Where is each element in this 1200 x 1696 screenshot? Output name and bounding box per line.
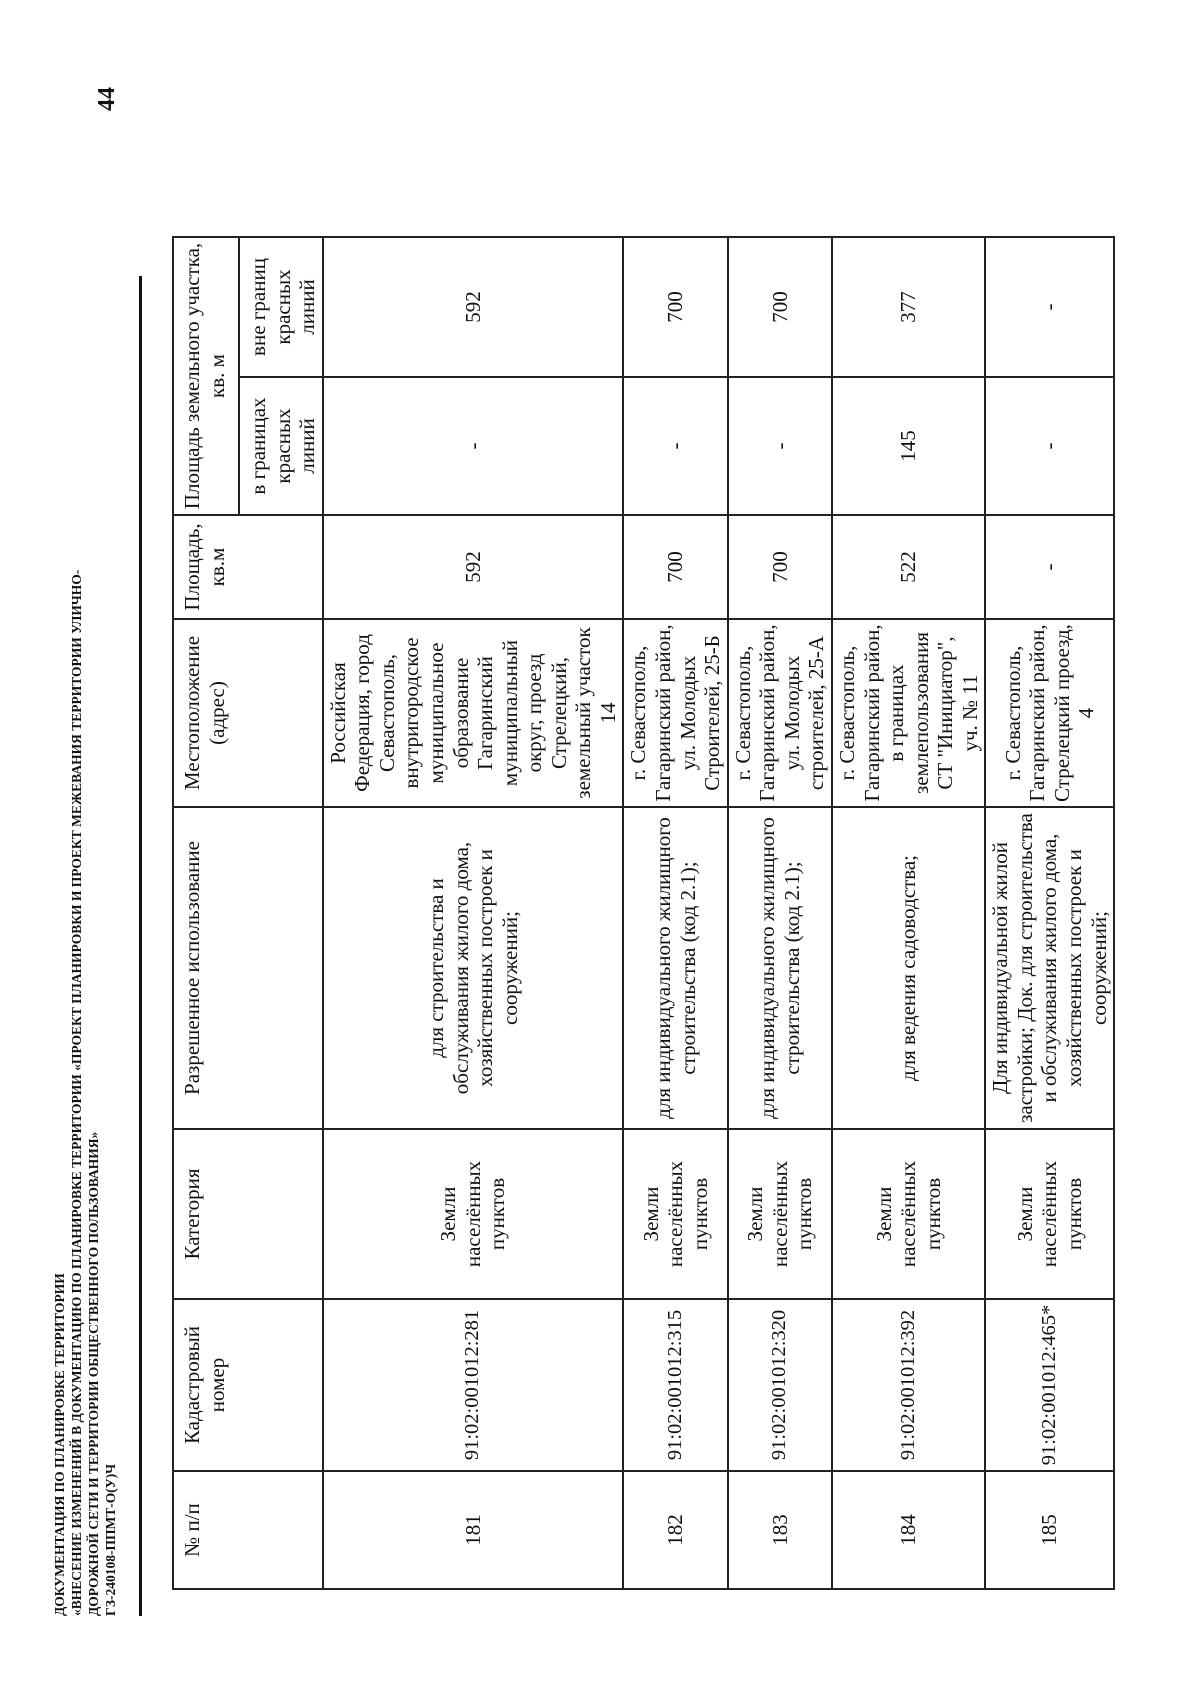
cell-permitted-use: Для индивидуальной жилой застройки; Док. для строительства и обслуживания жилого дома, хозяйственных построек и сооружений; bbox=[985, 807, 1114, 1129]
header-outside-red-lines: вне границ красных линий bbox=[239, 237, 323, 377]
cell-category: Земли населённых пунктов bbox=[323, 1129, 624, 1299]
cell-permitted-use: для ведения садоводства; bbox=[832, 807, 985, 1129]
cell-cadastral-number: 91:02:001012:465* bbox=[985, 1299, 1114, 1471]
cell-permitted-use: для индивидуального жилищного строительства (код 2.1); bbox=[623, 807, 727, 1129]
document-header bbox=[52, 276, 120, 1616]
header-location: Местоположение (адрес) bbox=[173, 619, 323, 807]
header-divider bbox=[139, 276, 142, 1616]
cell-cadastral-number: 91:02:001012:392 bbox=[832, 1299, 985, 1471]
table-row bbox=[323, 237, 624, 1589]
cell-cadastral-number: 91:02:001012:281 bbox=[323, 1299, 624, 1471]
cell-outside-red-lines: 700 bbox=[728, 237, 832, 377]
cell-location: г. Севастополь, Гагаринский район, ул. Молодых Строителей, 25-Б bbox=[623, 619, 727, 807]
table-row bbox=[832, 237, 985, 1589]
cell-area: 700 bbox=[728, 515, 832, 619]
header-category: Категория bbox=[173, 1129, 323, 1299]
cell-inside-red-lines: 145 bbox=[832, 377, 985, 515]
cell-outside-red-lines: 700 bbox=[623, 237, 727, 377]
header-line: «ВНЕСЕНИЕ ИЗМЕНЕНИЙ В ДОКУМЕНТАЦИЮ ПО ПЛАНИРОВКЕ ТЕРРИТОРИИ «ПРОЕКТ ПЛАНИРОВКИ И ПРОЕКТ МЕЖЕВАНИЯ ТЕРРИТОРИИ УЛИЧНО- bbox=[68, 569, 84, 1616]
cell-num: 182 bbox=[623, 1471, 727, 1589]
cell-category: Земли населённых пунктов bbox=[832, 1129, 985, 1299]
cell-location: г. Севастополь, Гагаринский район, Стрелецкий проезд, 4 bbox=[985, 619, 1114, 807]
cell-category: Земли населённых пунктов bbox=[985, 1129, 1114, 1299]
cell-area: 592 bbox=[323, 515, 624, 619]
cell-area: 522 bbox=[832, 515, 985, 619]
cell-num: 183 bbox=[728, 1471, 832, 1589]
header-plot-area: Площадь земельного участка, кв. м bbox=[173, 237, 239, 515]
cell-location: г. Севастополь, Гагаринский район, в границах землепользования СТ "Инициатор", уч. № 11 bbox=[832, 619, 985, 807]
header-inside-red-lines: в границах красных линий bbox=[239, 377, 323, 515]
cell-outside-red-lines: 377 bbox=[832, 237, 985, 377]
cell-inside-red-lines: - bbox=[985, 377, 1114, 515]
header-line: ДОРОЖНОЙ СЕТИ И ТЕРРИТОРИИ ОБЩЕСТВЕННОГО ПОЛЬЗОВАНИЯ» bbox=[85, 1131, 101, 1616]
cell-permitted-use: для строительства и обслуживания жилого дома, хозяйственных построек и сооружений; bbox=[323, 807, 624, 1129]
header-num: № п/п bbox=[173, 1471, 323, 1589]
table-row bbox=[623, 237, 727, 1589]
cell-num: 184 bbox=[832, 1471, 985, 1589]
cell-outside-red-lines: - bbox=[985, 237, 1114, 377]
land-plots-table bbox=[172, 236, 1115, 1590]
header-line: ГЗ-240108-ППМТ-О(У)Ч bbox=[102, 1463, 118, 1616]
cell-cadastral-number: 91:02:001012:320 bbox=[728, 1299, 832, 1471]
cell-location: г. Севастополь, Гагаринский район, ул. Молодых строителей, 25-А bbox=[728, 619, 832, 807]
header-line: ДОКУМЕНТАЦИЯ ПО ПЛАНИРОВКЕ ТЕРРИТОРИИ bbox=[52, 1273, 67, 1616]
cell-location: Российская Федерация, город Севастополь, внутригородское муниципальное образование Гагаринский муниципальный округ, проезд Стрелецкий, земельный участок 14 bbox=[323, 619, 624, 807]
cell-category: Земли населённых пунктов bbox=[728, 1129, 832, 1299]
cell-permitted-use: для индивидуального жилищного строительства (код 2.1); bbox=[728, 807, 832, 1129]
table-row bbox=[728, 237, 832, 1589]
page-number: 44 bbox=[94, 87, 120, 111]
cell-inside-red-lines: - bbox=[623, 377, 727, 515]
cell-area: 700 bbox=[623, 515, 727, 619]
header-area: Площадь, кв.м bbox=[173, 515, 323, 619]
header-cadastral-number: Кадастровый номер bbox=[173, 1299, 323, 1471]
cell-outside-red-lines: 592 bbox=[323, 237, 624, 377]
cell-area: - bbox=[985, 515, 1114, 619]
cell-cadastral-number: 91:02:001012:315 bbox=[623, 1299, 727, 1471]
cell-num: 181 bbox=[323, 1471, 624, 1589]
table-row bbox=[985, 237, 1114, 1589]
header-permitted-use: Разрешенное использование bbox=[173, 807, 323, 1129]
cell-num: 185 bbox=[985, 1471, 1114, 1589]
cell-category: Земли населённых пунктов bbox=[623, 1129, 727, 1299]
cell-inside-red-lines: - bbox=[323, 377, 624, 515]
cell-inside-red-lines: - bbox=[728, 377, 832, 515]
